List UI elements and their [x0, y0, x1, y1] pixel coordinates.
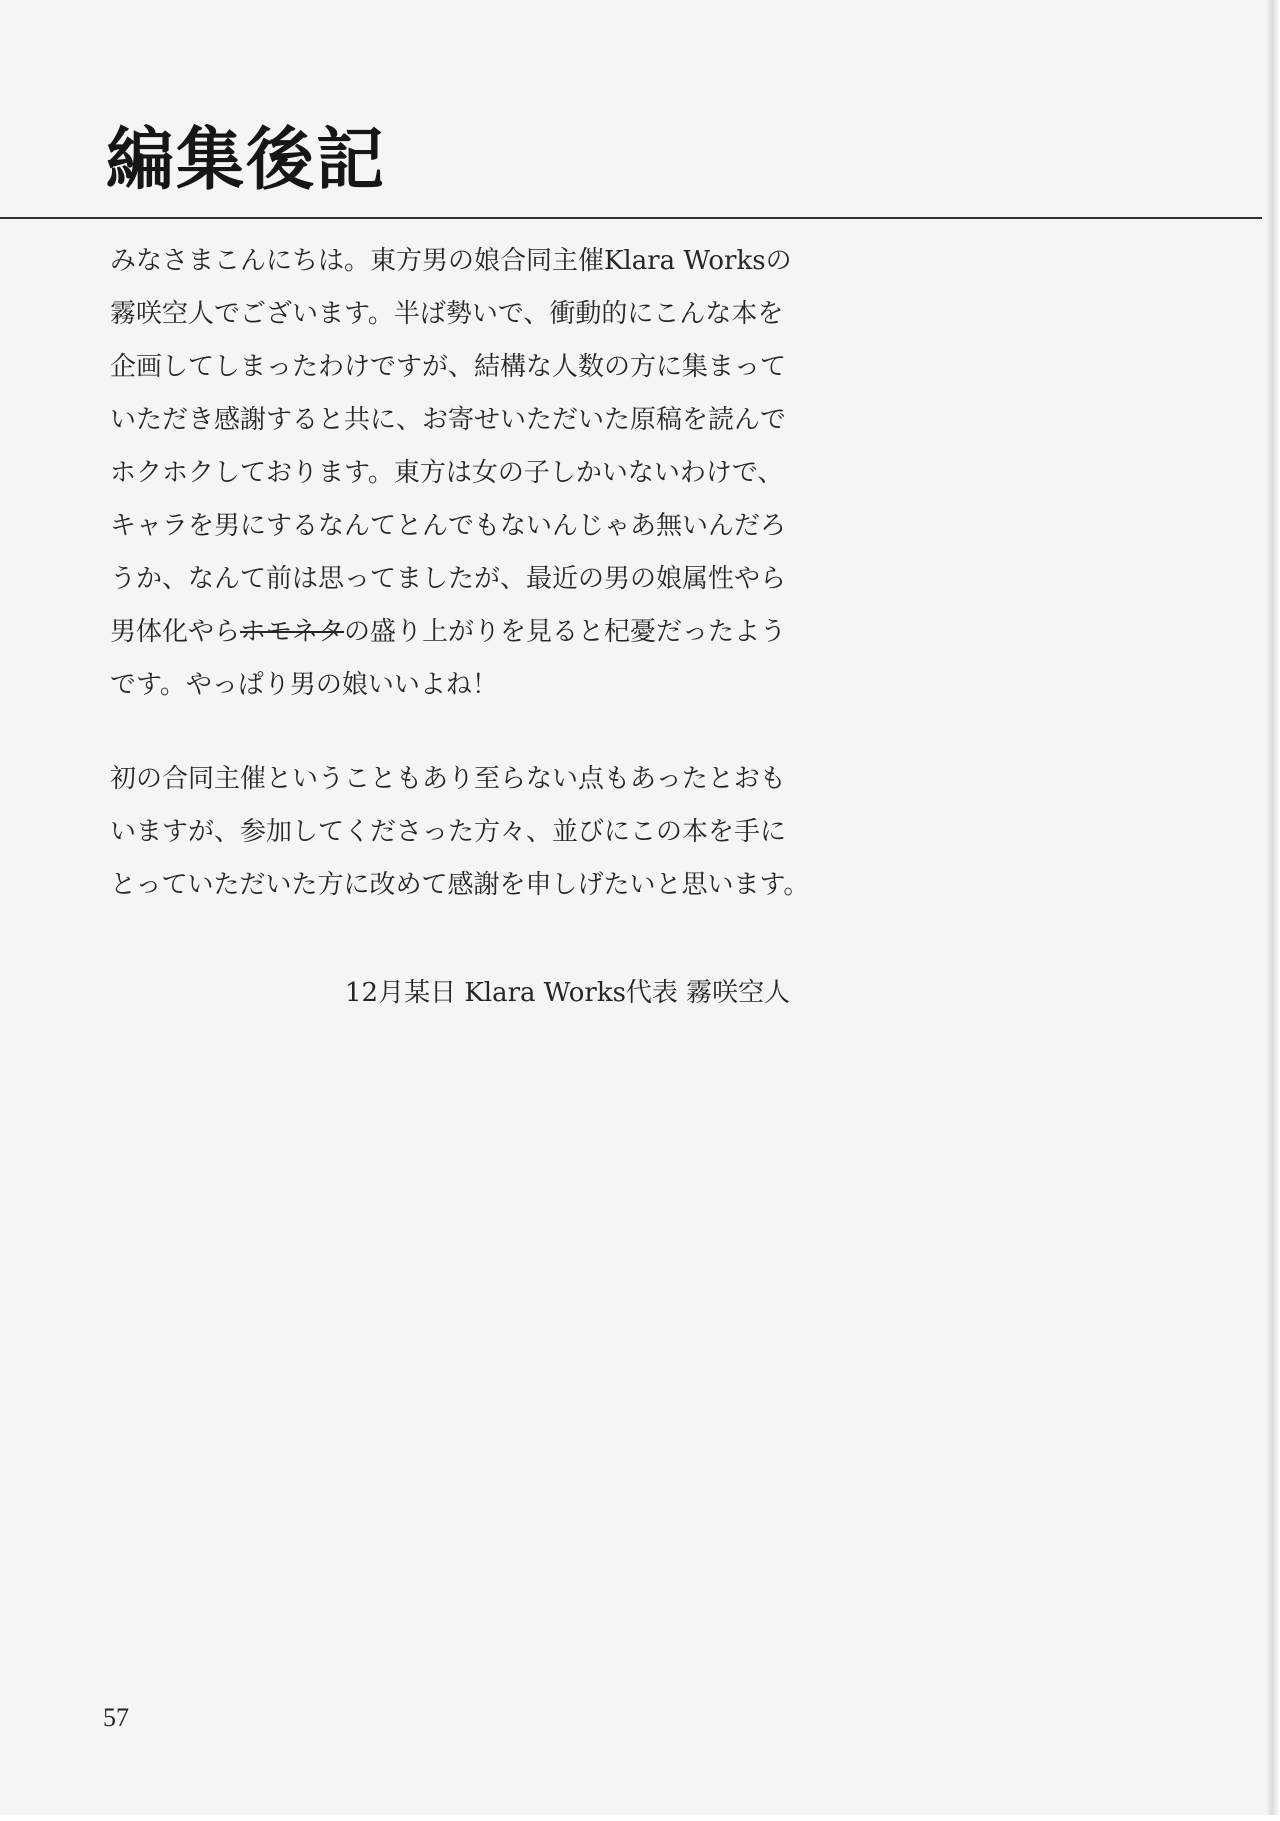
struck-text: ホモネタ [240, 617, 345, 647]
signature-line: 12月某日 Klara Works代表 霧咲空人 [345, 978, 791, 1008]
text-line: いただき感謝すると共に、お寄せいただいた原稿を読んで [110, 405, 787, 435]
text-line [110, 613, 870, 666]
page-title: 編集後記 [106, 121, 387, 200]
text-segment: の盛り上がりを見ると杞憂だったよう [344, 617, 787, 647]
text-line: キャラを男にするなんてとんでもないんじゃあ無いんだろ [110, 511, 787, 541]
text-line: いますが、参加してくださった方々、並びにこの本を手に [110, 817, 787, 847]
text-line: ホクホクしております。東方は女の子しかいないわけで、 [110, 458, 784, 488]
body-paragraph-1 [110, 242, 870, 719]
text-line: です。やっぱり男の娘いいよね！ [110, 670, 498, 700]
title-divider [0, 217, 1262, 219]
body-paragraph-2 [110, 760, 870, 919]
page-edge [1266, 0, 1280, 1821]
text-line: 初の合同主催ということもあり至らない点もあったとおも [110, 764, 786, 794]
page-number: 57 [103, 1703, 129, 1732]
page-edge [0, 1815, 1280, 1821]
text-line: うか、なんて前は思ってましたが、最近の男の娘属性やら [110, 564, 787, 594]
text-line: みなさまこんにちは。東方男の娘合同主催Klara Worksの [110, 246, 792, 276]
text-line: とっていただいた方に改めて感謝を申しげたいと思います。 [110, 870, 810, 900]
text-line: 企画してしまったわけですが、結構な人数の方に集まって [110, 352, 787, 382]
text-segment: 男体化やら [110, 617, 241, 647]
text-line: 霧咲空人でございます。半ば勢いで、衝動的にこんな本を [110, 299, 784, 329]
